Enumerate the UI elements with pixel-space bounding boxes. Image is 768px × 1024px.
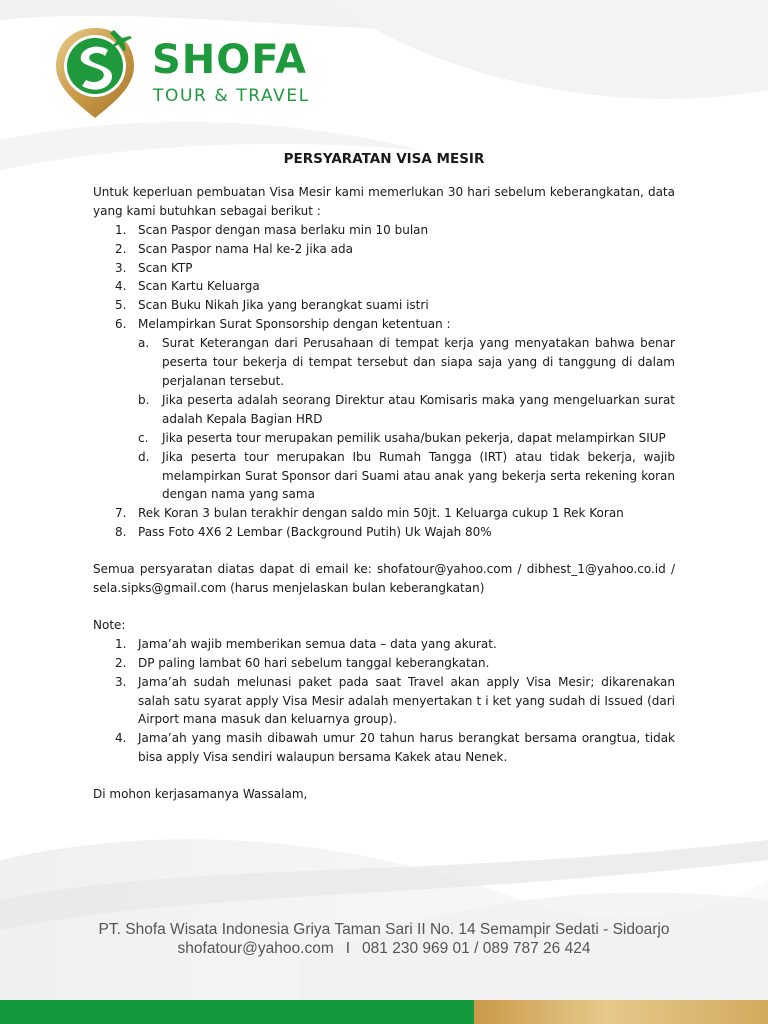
list-item [93,296,675,315]
list-item-text: Scan Paspor dengan masa berlaku min 10 bulan [138,222,429,237]
document-body [93,150,675,804]
sublist-letter: b. [138,392,150,407]
list-number: 3. [115,260,127,275]
list-item [93,277,675,296]
list-item-text: Scan Buku Nikah Jika yang berangkat suami istri [138,298,429,313]
footer-separator: I [345,940,351,957]
list-number: 1. [115,222,127,237]
list-item-text: Melampirkan Surat Sponsorship dengan ketentuan : [138,317,451,332]
shofa-s-airplane-logo-icon [52,24,138,120]
list-item [93,635,675,654]
sublist-letter: c. [138,430,149,445]
sponsorship-sublist [138,334,675,504]
spacer [93,542,675,560]
sublist-letter: d. [138,449,150,464]
list-item [93,221,675,240]
sublist-item-text: Surat Keterangan dari Perusahaan di tempat kerja yang menyatakan bahwa benar peserta tour bekerja di tempat tersebut dan siapa saja yang di tanggung di dalam perjalanan tersebut. [162,336,675,388]
list-item [93,729,675,767]
requirements-list [93,221,675,542]
list-number: 5. [115,298,127,313]
list-item [93,504,675,523]
list-item [93,259,675,278]
list-item-text: DP paling lambat 60 hari sebelum tanggal keberangkatan. [138,655,490,670]
brand-name: SHOFA [152,37,307,83]
list-number: 7. [115,506,127,521]
closing-line: Di mohon kerjasamanya Wassalam, [93,787,308,802]
spacer [93,598,675,616]
email-instructions: Semua persyaratan diatas dapat di email ke: shofatour@yahoo.com / dibhest_1@yahoo.co.id / sela.sipks@gmail.com (harus menjelaskan bulan keberangkatan) [93,562,675,596]
list-number: 4. [115,279,127,294]
sublist-item-text: Jika peserta tour merupakan pemilik usaha/bukan pekerja, dapat melampirkan SIUP [162,430,666,445]
note-heading: Note: [93,617,126,632]
company-logo [52,24,342,120]
footer-bar-green [0,1000,474,1024]
footer-bar-gold [474,1000,768,1024]
list-number: 4. [115,731,127,746]
sublist-item [138,334,675,391]
list-number: 1. [115,636,127,651]
list-item [93,240,675,259]
sublist-item [138,391,675,429]
sublist-item-text: Jika peserta adalah seorang Direktur atau Komisaris maka yang mengeluarkan surat adalah Kepala Bagian HRD [162,392,675,426]
sublist-item [138,429,675,448]
sublist-letter: a. [138,336,150,351]
list-item-text: Pass Foto 4X6 2 Lembar (Background Putih) Uk Wajah 80% [138,525,492,540]
footer-contact [0,941,768,957]
footer-address: PT. Shofa Wisata Indonesia Griya Taman Sari II No. 14 Semampir Sedati - Sidoarjo [98,921,670,938]
list-number: 6. [115,317,127,332]
list-number: 2. [115,241,127,256]
list-item [93,654,675,673]
list-item-text: Rek Koran 3 bulan terakhir dengan saldo min 50jt. 1 Keluarga cukup 1 Rek Koran [138,506,624,521]
list-item-text: Scan Kartu Keluarga [138,279,260,294]
footer-phones: 081 230 969 01 / 089 787 26 424 [362,940,591,957]
list-item-text: Jama’ah yang masih dibawah umur 20 tahun harus berangkat bersama orangtua, tidak bisa apply Visa sendiri walaupun bersama Kakek atau Nenek. [138,731,675,765]
list-item-text: Jama’ah sudah melunasi paket pada saat Travel akan apply Visa Mesir; dikarenakan salah satu syarat apply Visa Mesir adalah menyertakan t i ket yang sudah di Issued (dari Airport mana masuk dan keluarnya group). [138,674,675,727]
list-item-text: Jama’ah wajib memberikan semua data – data yang akurat. [138,636,497,651]
sublist-item-text: Jika peserta tour merupakan Ibu Rumah Tangga (IRT) atau tidak bekerja, wajib melampirkan Surat Sponsor dari Suami atau anak yang bekerja serta rekening koran dengan nama yang sama [162,449,675,502]
list-item [93,523,675,542]
spacer [93,767,675,785]
list-item-text: Scan KTP [138,260,193,275]
list-item [93,673,675,730]
list-number: 8. [115,525,127,540]
document-title: PERSYARATAN VISA MESIR [283,151,485,167]
sublist-item [138,448,675,505]
list-number: 2. [115,655,127,670]
intro-paragraph: Untuk keperluan pembuatan Visa Mesir kami memerlukan 30 hari sebelum keberangkatan, data yang kami butuhkan sebagai berikut : [93,184,675,218]
notes-list [93,635,675,767]
list-number: 3. [115,674,127,689]
list-item-text: Scan Paspor nama Hal ke-2 jika ada [138,241,353,256]
list-item [93,315,675,504]
footer-email: shofatour@yahoo.com [177,940,334,957]
brand-tagline: TOUR & TRAVEL [153,86,310,106]
